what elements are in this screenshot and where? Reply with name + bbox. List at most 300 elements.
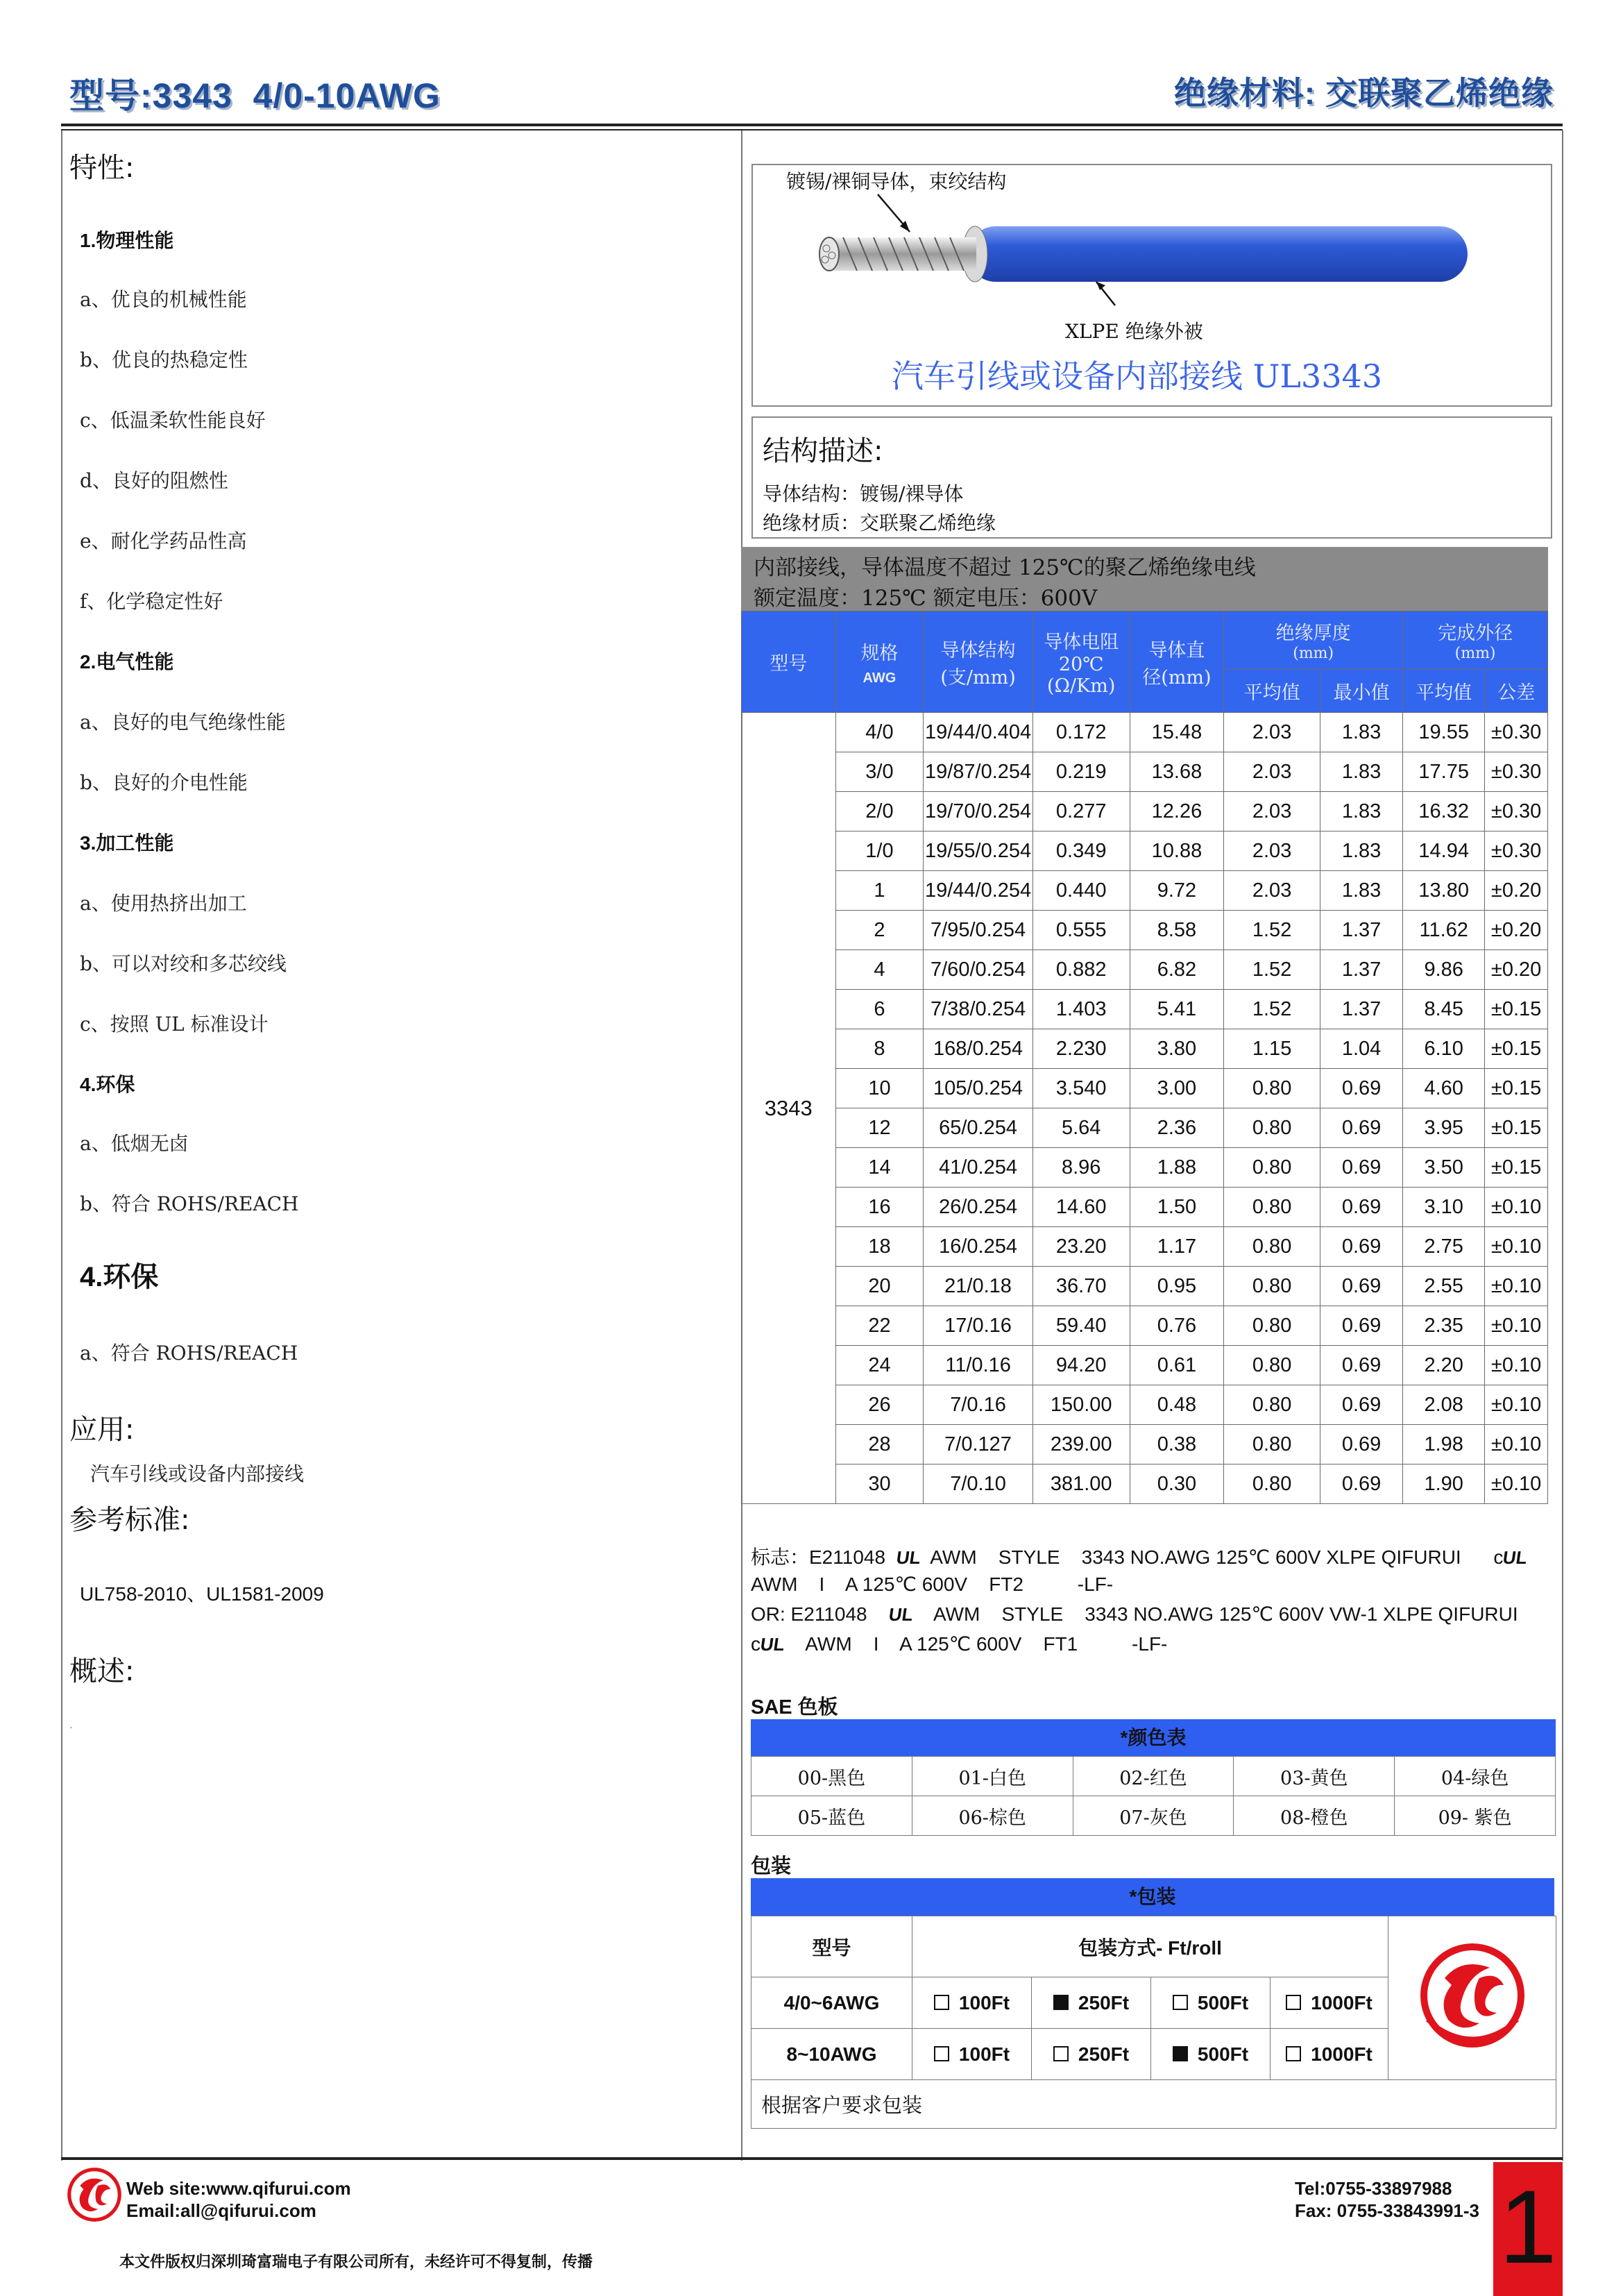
col-resistance-unit: (Ω/Km) [1047,675,1116,697]
table-cell: 0.69 [1320,1227,1403,1267]
packaging-option[interactable] [1271,1977,1388,2029]
banner-line: 内部接线，导体温度不超过 125℃的聚乙烯绝缘电线 [754,555,1256,580]
table-cell: 5.64 [1033,1108,1130,1148]
table-cell: 3.95 [1403,1108,1485,1148]
table-cell: ±0.15 [1485,1148,1548,1188]
table-cell: 15.48 [1130,713,1224,752]
table-cell: 0.48 [1130,1385,1224,1425]
checked-box-icon[interactable] [1053,1995,1069,2010]
model-title: 型号:3343 4/0-10AWG [69,76,441,115]
characteristics-heading: 特性: [69,152,135,184]
table-row [742,990,1548,1029]
color-cell: 05-蓝色 [751,1796,912,1836]
table-row [742,792,1548,832]
footer-fax: Fax: 0755-33843991-3 [1295,2200,1479,2221]
table-cell: 22 [835,1306,924,1346]
table-cell: 2.03 [1224,752,1320,792]
col-size-unit: AWG [863,670,897,686]
conductor-label: 镀锡/裸铜导体，束绞结构 [786,170,1007,193]
list-item: b、良好的介电性能 [80,771,248,794]
col-diameter-label2: 径(mm) [1142,666,1212,689]
unchecked-box-icon[interactable] [934,1995,949,2010]
company-logo-cell [1388,1916,1556,2080]
list-item: b、符合 ROHS/REACH [80,1192,299,1215]
table-row [751,1757,1556,1796]
col-resistance [1033,611,1130,713]
checked-box-icon[interactable] [1173,2046,1188,2061]
table-cell: 26 [835,1385,924,1425]
table-cell: 0.69 [1320,1148,1403,1188]
table-cell: 0.80 [1224,1385,1320,1425]
table-cell: 0.80 [1224,1069,1320,1108]
table-cell: 7/0.10 [924,1464,1033,1504]
table-cell: 1.17 [1130,1227,1224,1267]
table-cell: 2.20 [1403,1346,1485,1385]
copyright-text: 本文件版权归深圳琦富瑞电子有限公司所有，未经许可不得复制，传播 [119,2254,593,2271]
table-cell: 1.52 [1224,950,1320,990]
table-cell: 24 [835,1346,924,1385]
table-cell: 0.69 [1320,1346,1403,1385]
model-cell: 3343 [742,713,836,1504]
table-cell: 1/0 [835,832,924,871]
table-cell: 16 [835,1188,924,1227]
table-row [742,1306,1548,1346]
spec-table [741,611,1548,1504]
table-cell: 0.80 [1224,1306,1320,1346]
table-cell: ±0.10 [1485,1385,1548,1425]
standards-heading: 参考标准: [69,1504,190,1536]
col-model: 型号 [742,611,836,713]
color-cell: 01-白色 [912,1757,1073,1796]
table-cell: 10 [835,1069,924,1108]
color-cell: 06-棕色 [912,1796,1073,1836]
list-item: c、低温柔软性能良好 [80,409,266,432]
table-cell: 0.69 [1320,1306,1403,1346]
table-cell: 4.60 [1403,1069,1485,1108]
table-cell: 2 [835,911,924,950]
table-row [742,752,1548,792]
table-cell: 8.96 [1033,1148,1130,1188]
packaging-option[interactable] [912,1977,1032,2029]
table-cell: ±0.15 [1485,990,1548,1029]
table-cell: 1.15 [1224,1029,1320,1069]
packaging-note: 根据客户要求包装 [751,2080,1556,2129]
table-cell: 0.69 [1320,1464,1403,1504]
table-cell: 12 [835,1108,924,1148]
table-cell: 1.403 [1033,990,1130,1029]
table-cell: 150.00 [1033,1385,1130,1425]
table-row [742,1385,1548,1425]
col-insulation-unit: (mm) [1293,645,1334,662]
table-row [742,1069,1548,1108]
table-row [742,911,1548,950]
table-cell: 381.00 [1033,1464,1130,1504]
table-cell: 5.41 [1130,990,1224,1029]
table-cell: ±0.15 [1485,1069,1548,1108]
list-item: b、可以对绞和多芯绞线 [80,952,287,975]
table-cell: 14 [835,1148,924,1188]
unchecked-box-icon[interactable] [1286,2046,1301,2061]
application-heading: 应用: [69,1414,135,1446]
table-cell: 0.61 [1130,1346,1224,1385]
table-cell: 3.80 [1130,1029,1224,1069]
col-conductor [924,611,1033,713]
table-cell: 10.88 [1130,832,1224,871]
table-cell: 0.80 [1224,1108,1320,1148]
packaging-option-label: 250Ft [1078,1991,1130,2014]
marking-line-3a: OR: E211048 [751,1603,867,1625]
table-cell: 6.82 [1130,950,1224,990]
list-item: a、低烟无卤 [80,1132,189,1155]
table-cell: 23.20 [1033,1227,1130,1267]
frame-left [61,130,62,2161]
list-item: b、优良的热稳定性 [80,348,248,371]
table-cell: 0.69 [1320,1267,1403,1306]
table-cell: 8.58 [1130,911,1224,950]
footer-logo-icon [64,2164,125,2225]
color-cell: 02-红色 [1073,1757,1234,1796]
table-cell: ±0.10 [1485,1227,1548,1267]
table-row [742,832,1548,871]
table-cell: 1.04 [1320,1029,1403,1069]
table-cell: 1.50 [1130,1188,1224,1227]
table-row [742,1464,1548,1504]
col-size [835,611,924,713]
footer-tel: Tel:0755-33897988 [1295,2178,1452,2199]
table-cell: 105/0.254 [924,1069,1033,1108]
table-cell: ±0.10 [1485,1346,1548,1385]
marking-line-4b: AWM I A 125℃ 600V FT1 -LF- [805,1633,1168,1655]
table-cell: 1.37 [1320,950,1403,990]
table-cell: 6.10 [1403,1029,1485,1069]
packaging-table [751,1916,1556,2129]
table-row [742,1267,1548,1306]
table-cell: 0.80 [1224,1346,1320,1385]
col-insulation [1224,611,1403,669]
overview-heading: 概述: [69,1655,135,1687]
ul-mark-icon: UL [1502,1547,1529,1568]
color-cell: 03-黄色 [1234,1757,1395,1796]
page-number-badge [1493,2162,1563,2296]
table-row [742,1227,1548,1267]
color-table-title: *颜色表 [751,1719,1556,1756]
table-cell: ±0.20 [1485,911,1548,950]
col-insulation-label: 绝缘厚度 [1275,623,1351,644]
spec-banner [741,547,1548,611]
packaging-model: 8~10AWG [751,2029,912,2080]
color-cell: 07-灰色 [1073,1796,1234,1836]
page-number: 1 [1499,2168,1557,2285]
table-cell: 0.69 [1320,1108,1403,1148]
table-cell: ±0.15 [1485,1029,1548,1069]
table-row [742,871,1548,911]
table-cell: 239.00 [1033,1425,1130,1464]
table-cell: ±0.20 [1485,871,1548,911]
table-cell: 1.52 [1224,990,1320,1029]
table-cell: 1.83 [1320,792,1403,832]
table-cell: 0.219 [1033,752,1130,792]
table-cell: 12.26 [1130,792,1224,832]
packaging-option[interactable] [912,2029,1032,2080]
table-cell: 19/44/0.404 [924,713,1033,752]
table-cell: 94.20 [1033,1346,1130,1385]
table-cell: 19/55/0.254 [924,832,1033,871]
table-row [742,1425,1548,1464]
table-cell: ±0.10 [1485,1306,1548,1346]
table-row [742,1148,1548,1188]
table-cell: 19/87/0.254 [924,752,1033,792]
table-cell: 8.45 [1403,990,1485,1029]
table-row [742,1108,1548,1148]
table-cell: 0.349 [1033,832,1130,871]
marking-line-3b: AWM STYLE 3343 NO.AWG 125℃ 600V VW-1 XLPE QIFURUI [933,1603,1518,1625]
table-cell: 2.35 [1403,1306,1485,1346]
table-cell: 4/0 [835,713,924,752]
table-cell: 20 [835,1267,924,1306]
packaging-option-label: 100Ft [958,2043,1010,2065]
table-cell: 0.69 [1320,1385,1403,1425]
table-cell: 0.80 [1224,1267,1320,1306]
ul-mark-icon: UL [894,1547,922,1568]
table-cell: ±0.10 [1485,1425,1548,1464]
table-cell: ±0.10 [1485,1267,1548,1306]
packaging-option-label: 250Ft [1078,2043,1130,2065]
packaging-option[interactable] [1032,1977,1151,2029]
col-diameter-label: 导体直 [1148,639,1205,661]
color-cell: 09- 紫色 [1395,1796,1556,1836]
color-cell: 08-橙色 [1234,1796,1395,1836]
table-cell: 0.38 [1130,1425,1224,1464]
list-item: a、优良的机械性能 [80,288,247,311]
marking-line-1a: 标志：E211048 [751,1546,886,1568]
packaging-option-label: 100Ft [958,1991,1010,2014]
table-cell: ±0.30 [1485,713,1548,752]
packaging-label: 包装 [751,1855,792,1877]
table-cell: 2.230 [1033,1029,1130,1069]
table-cell: 2.03 [1224,832,1320,871]
footer-email[interactable]: Email:all@qifurui.com [126,2200,316,2221]
table-cell: 13.80 [1403,871,1485,911]
table-cell: 1.37 [1320,911,1403,950]
sae-label: SAE 色板 [751,1696,838,1719]
table-cell: ±0.20 [1485,950,1548,990]
color-cell: 04-绿色 [1395,1757,1556,1796]
col-diameter [1130,611,1224,713]
application-text: 汽车引线或设备内部接线 [90,1462,305,1485]
table-cell: 0.69 [1320,1069,1403,1108]
table-cell: 14.94 [1403,832,1485,871]
marking-line-4 [751,1632,1167,1655]
color-table [751,1756,1556,1836]
table-cell: 0.440 [1033,871,1130,911]
list-item: c、按照 UL 标准设计 [80,1013,269,1036]
col-conductor-label: 导体结构 [940,639,1016,661]
table-cell: 6 [835,990,924,1029]
table-cell: 1.90 [1403,1464,1485,1504]
spec-table-body [742,713,1548,1504]
structure-line: 绝缘材质：交联聚乙烯绝缘 [763,512,996,534]
packaging-option-label: 1000Ft [1311,2043,1373,2065]
marking-line-1b: AWM STYLE 3343 NO.AWG 125℃ 600V XLPE QIFURUI c [930,1546,1504,1568]
structure-heading: 结构描述: [763,435,883,467]
group-title: 1.物理性能 [80,230,174,251]
table-cell: 1.83 [1320,871,1403,911]
table-row [742,713,1548,752]
table-cell: 0.80 [1224,1227,1320,1267]
table-cell: 0.80 [1224,1464,1320,1504]
marking-line-3 [751,1603,1518,1626]
list-item: d、良好的阻燃性 [80,469,228,492]
table-cell: 0.80 [1224,1148,1320,1188]
unchecked-box-icon[interactable] [1173,1995,1188,2010]
table-cell: 17/0.16 [924,1306,1033,1346]
table-cell: 168/0.254 [924,1029,1033,1069]
structure-line: 导体结构：镀锡/裸导体 [763,482,964,505]
packaging-col-method: 包装方式- Ft/roll [912,1916,1388,1977]
table-cell: 18 [835,1227,924,1267]
table-cell: 8 [835,1029,924,1069]
footer-rule [61,2157,1563,2160]
marking-line-1 [751,1542,1527,1570]
structure-box [751,416,1552,539]
table-cell: 36.70 [1033,1267,1130,1306]
table-cell: 2.03 [1224,871,1320,911]
list-item: a、良好的电气绝缘性能 [80,711,286,734]
table-cell: ±0.10 [1485,1188,1548,1227]
col-resistance-label: 导体电阻 [1044,632,1119,653]
col-ins-min: 最小值 [1320,669,1403,713]
col-od-unit: (mm) [1454,645,1496,662]
table-cell: 1.98 [1403,1425,1485,1464]
table-cell: 3.50 [1403,1148,1485,1188]
table-cell: 7/95/0.254 [924,911,1033,950]
env-title: 4.环保 [80,1262,159,1292]
packaging-option-label: 500Ft [1197,1991,1249,2014]
unchecked-box-icon[interactable] [934,2046,949,2061]
frame-right [1562,130,1563,2161]
group-title: 2.电气性能 [80,651,174,673]
packaging-option-label: 500Ft [1197,2043,1249,2065]
table-cell: 7/60/0.254 [924,950,1033,990]
table-cell: 2.03 [1224,713,1320,752]
packaging-col-model: 型号 [751,1916,912,1977]
table-cell: 0.172 [1033,713,1130,752]
company-logo-icon [1413,1936,1531,2054]
table-cell: 30 [835,1464,924,1504]
overview-text: . [69,1720,73,1731]
table-cell: 1.83 [1320,832,1403,871]
table-cell: 14.60 [1033,1188,1130,1227]
table-cell: 26/0.254 [924,1188,1033,1227]
header-rule-thin [61,129,1563,130]
group-title: 4.环保 [80,1074,135,1095]
table-cell: 13.68 [1130,752,1224,792]
packaging-model: 4/0~6AWG [751,1977,912,2029]
list-item: a、符合 ROHS/REACH [80,1342,298,1365]
header-rule [61,124,1563,126]
col-od-avg: 平均值 [1403,669,1485,713]
table-cell: 3.10 [1403,1188,1485,1227]
table-cell: ±0.30 [1485,792,1548,832]
col-ins-avg: 平均值 [1224,669,1320,713]
table-cell: ±0.15 [1485,1108,1548,1148]
color-cell: 00-黑色 [751,1757,912,1796]
jacket-label: XLPE 绝缘外被 [1065,320,1203,343]
table-cell: 3.540 [1033,1069,1130,1108]
table-cell: 1.52 [1224,911,1320,950]
packaging-option[interactable] [1151,1977,1271,2029]
unchecked-box-icon[interactable] [1053,2046,1069,2061]
table-cell: 0.277 [1033,792,1130,832]
table-cell: 9.86 [1403,950,1485,990]
banner-line: 额定温度：125℃ 额定电压：600V [754,586,1098,611]
table-cell: 2.75 [1403,1227,1485,1267]
table-cell: 0.882 [1033,950,1130,990]
ul-mark-icon: UL [758,1634,786,1655]
table-cell: 1.88 [1130,1148,1224,1188]
table-row [742,950,1548,990]
ul-mark-icon: UL [887,1604,915,1625]
table-cell: 0.555 [1033,911,1130,950]
color-table-body [751,1757,1556,1836]
packaging-option[interactable] [1151,2029,1271,2080]
table-cell: 4 [835,950,924,990]
table-cell: 1.83 [1320,713,1403,752]
table-cell: ±0.10 [1485,1464,1548,1504]
table-cell: 41/0.254 [924,1148,1033,1188]
table-cell: 59.40 [1033,1306,1130,1346]
table-cell: 0.69 [1320,1425,1403,1464]
list-item: e、耐化学药品性高 [80,530,247,552]
packaging-option-label: 1000Ft [1311,1991,1373,2014]
col-size-label: 规格 [860,642,899,664]
table-cell: 11.62 [1403,911,1485,950]
col-od-tol: 公差 [1485,669,1548,713]
table-cell: 21/0.18 [924,1267,1033,1306]
table-cell: 0.80 [1224,1188,1320,1227]
table-cell: 16.32 [1403,792,1485,832]
list-item: f、化学稳定性好 [80,590,223,613]
table-cell: 0.69 [1320,1188,1403,1227]
table-cell: 0.95 [1130,1267,1224,1306]
table-cell: 28 [835,1425,924,1464]
table-row [742,1029,1548,1069]
packaging-option[interactable] [1271,2029,1388,2080]
packaging-option[interactable] [1032,2029,1151,2080]
col-od-label: 完成外径 [1438,623,1513,644]
list-item: a、使用热挤出加工 [80,892,247,915]
footer-website[interactable]: Web site:www.qifurui.com [126,2178,351,2199]
table-cell: 19.55 [1403,713,1485,752]
table-cell: 0.76 [1130,1306,1224,1346]
standards-text: UL758-2010、UL1581-2009 [80,1583,324,1605]
table-cell: 3.00 [1130,1069,1224,1108]
table-cell: 7/0.16 [924,1385,1033,1425]
col-od [1403,611,1548,669]
table-cell: 0.80 [1224,1425,1320,1464]
table-cell: 16/0.254 [924,1227,1033,1267]
table-cell: 7/0.127 [924,1425,1033,1464]
table-cell: 1 [835,871,924,911]
table-row [742,1188,1548,1227]
table-cell: 2.36 [1130,1108,1224,1148]
table-cell: 1.83 [1320,752,1403,792]
unchecked-box-icon[interactable] [1286,1995,1301,2010]
table-row [751,1796,1556,1836]
cable-figure [751,164,1552,407]
table-cell: 2.08 [1403,1385,1485,1425]
table-cell: 19/44/0.254 [924,871,1033,911]
